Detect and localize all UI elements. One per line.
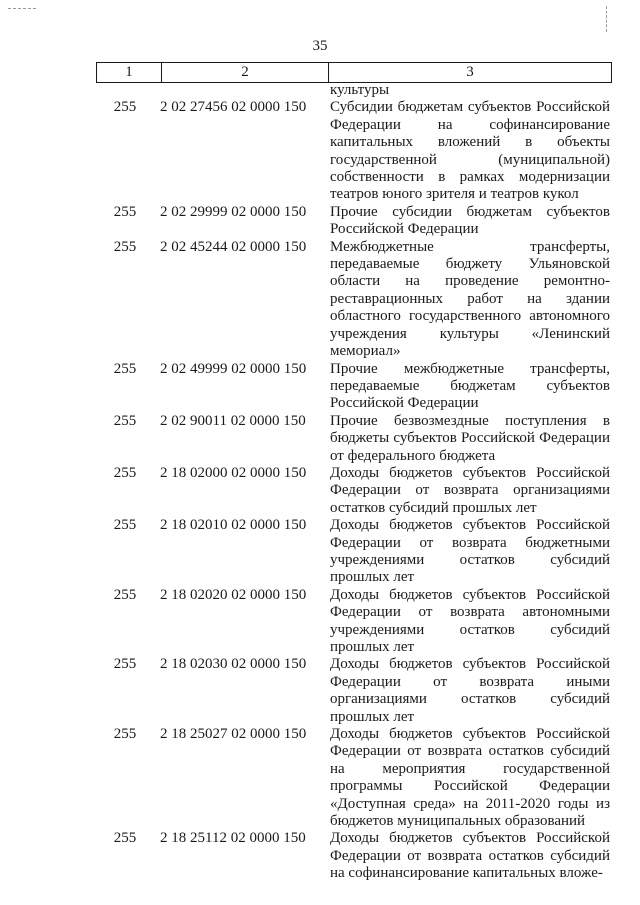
budget-classification-code: 2 18 02030 02 0000 150 bbox=[160, 656, 307, 673]
administrator-code: 255 bbox=[113, 830, 137, 847]
budget-classification-code: 2 02 29999 02 0000 150 bbox=[160, 203, 307, 220]
revenue-description: культуры bbox=[330, 82, 390, 98]
administrator-code: 255 bbox=[113, 203, 137, 220]
revenue-description: Доходы бюджетов субъектов Российской Федерации от возврата организациями остатков субсидий прошлых лет bbox=[330, 464, 610, 516]
administrator-code: 255 bbox=[113, 238, 137, 255]
table-row bbox=[0, 239, 640, 361]
table-row bbox=[0, 204, 640, 239]
page-number: 35 bbox=[312, 38, 328, 54]
column-header-1: 1 bbox=[97, 63, 162, 83]
budget-classification-code: 2 18 25027 02 0000 150 bbox=[160, 726, 307, 743]
administrator-code: 255 bbox=[113, 656, 137, 673]
scan-mark bbox=[8, 8, 36, 9]
revenue-description: Доходы бюджетов субъектов Российской Федерации от возврата автономными учреждениями остатков субсидий прошлых лет bbox=[330, 586, 610, 655]
administrator-code: 255 bbox=[113, 464, 137, 481]
table-row bbox=[0, 726, 640, 830]
administrator-code: 255 bbox=[113, 726, 137, 743]
table-row bbox=[0, 99, 640, 203]
column-header-table bbox=[96, 62, 612, 83]
table-row bbox=[0, 587, 640, 657]
budget-classification-code: 2 02 27456 02 0000 150 bbox=[160, 99, 307, 116]
table-row bbox=[0, 82, 640, 99]
revenue-description: Межбюджетные трансферты, передаваемые бюджету Ульяновской области на проведение ремонтно-реставрационных работ на здании областного государственного автономного учреждения культуры «Ленинский мемориал» bbox=[330, 238, 610, 360]
column-header-2: 2 bbox=[162, 63, 329, 83]
revenue-description: Прочие межбюджетные трансферты, передаваемые бюджетам субъектов Российской Федерации bbox=[330, 360, 610, 412]
administrator-code: 255 bbox=[113, 517, 137, 534]
administrator-code: 255 bbox=[113, 360, 137, 377]
column-header-3: 3 bbox=[329, 63, 612, 83]
budget-classification-code: 2 02 45244 02 0000 150 bbox=[160, 238, 307, 255]
budget-classification-code: 2 02 49999 02 0000 150 bbox=[160, 360, 307, 377]
budget-code-list bbox=[0, 82, 640, 883]
budget-classification-code: 2 18 25112 02 0000 150 bbox=[160, 830, 306, 847]
revenue-description: Доходы бюджетов субъектов Российской Федерации от возврата остатков субсидий на софинансирование капитальных вложе- bbox=[330, 830, 610, 882]
revenue-description: Доходы бюджетов субъектов Российской Федерации от возврата бюджетными учреждениями остатков субсидий прошлых лет bbox=[330, 517, 610, 586]
revenue-description: Доходы бюджетов субъектов Российской Федерации от возврата иными организациями остатков субсидий прошлых лет bbox=[330, 656, 610, 725]
administrator-code: 255 bbox=[113, 586, 137, 603]
table-row bbox=[0, 413, 640, 465]
revenue-description: Субсидии бюджетам субъектов Российской Федерации на софинансирование капитальных вложений в объекты государственной (муниципальной) собственности в рамках модернизации театров юного зрителя и театров кукол bbox=[330, 99, 610, 203]
scan-mark bbox=[606, 6, 607, 32]
budget-classification-code: 2 18 02000 02 0000 150 bbox=[160, 464, 307, 481]
table-row bbox=[0, 465, 640, 517]
budget-classification-code: 2 18 02010 02 0000 150 bbox=[160, 517, 307, 534]
table-row bbox=[0, 830, 640, 882]
table-row bbox=[0, 517, 640, 587]
budget-classification-code: 2 02 90011 02 0000 150 bbox=[160, 412, 306, 429]
table-row bbox=[0, 656, 640, 726]
table-row bbox=[0, 361, 640, 413]
revenue-description: Прочие субсидии бюджетам субъектов Российской Федерации bbox=[330, 203, 610, 238]
budget-classification-code: 2 18 02020 02 0000 150 bbox=[160, 586, 307, 603]
administrator-code: 255 bbox=[113, 99, 137, 116]
administrator-code: 255 bbox=[113, 412, 137, 429]
revenue-description: Прочие безвозмездные поступления в бюджеты субъектов Российской Федерации от федерального бюджета bbox=[330, 412, 610, 464]
revenue-description: Доходы бюджетов субъектов Российской Федерации от возврата остатков субсидий на мероприятия государственной программы Российской Федерации «Доступная среда» на 2011-2020 годы из бюджетов муниципальных образований bbox=[330, 726, 610, 830]
